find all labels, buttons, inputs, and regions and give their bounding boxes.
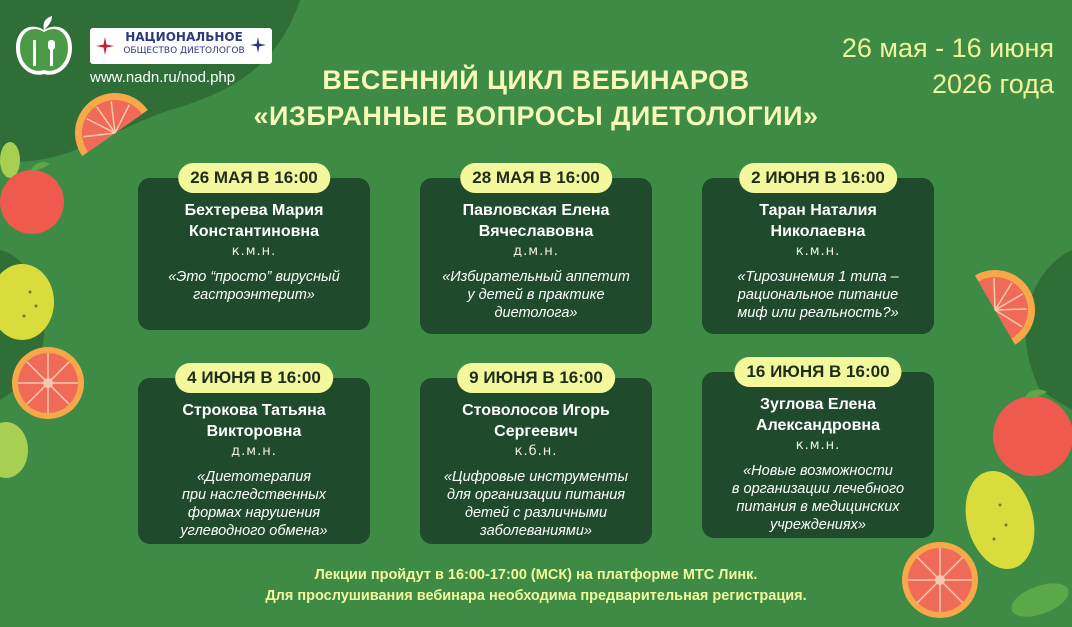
star-icon — [96, 37, 114, 55]
page-title — [0, 62, 1072, 134]
webinar-card — [420, 168, 652, 334]
brand-name-line2: ОБЩЕСТВО ДИЕТОЛОГОВ — [123, 46, 245, 56]
speaker-degree: к.б.н. — [514, 444, 558, 459]
grapefruit-round-icon — [10, 345, 86, 421]
webinar-topic: «Новые возможности в организации лечебного питания в медицинских учреждениях» — [731, 463, 905, 533]
webinar-date-badge: 2 ИЮНЯ В 16:00 — [739, 163, 897, 193]
speaker-degree: д.м.н. — [513, 244, 559, 259]
brand-name-line1: НАЦИОНАЛЬНОЕ — [125, 30, 243, 44]
webinar-date-badge: 16 ИЮНЯ В 16:00 — [734, 357, 901, 387]
webinar-date-badge: 9 ИЮНЯ В 16:00 — [457, 363, 615, 393]
webinar-date-badge: 26 МАЯ В 16:00 — [178, 163, 330, 193]
footer-registration: Для прослушивания вебинара необходима предварительная регистрация. — [265, 588, 807, 604]
title-line2: «ИЗБРАННЫЕ ВОПРОСЫ ДИЕТОЛОГИИ» — [253, 101, 819, 131]
grapefruit-slice-right-icon — [950, 265, 1040, 355]
speaker-name: Строкова Татьяна Викторовна — [182, 402, 326, 440]
lime-icon — [0, 420, 30, 480]
speaker-name: Зуглова Елена Александровна — [756, 396, 880, 434]
speaker-degree: к.м.н. — [231, 244, 277, 259]
webinar-topic: «Диетотерапия при наследственных формах нарушения углеводного обмена» — [180, 469, 328, 539]
footer-schedule: Лекции пройдут в 16:00-17:00 (МСК) на платформе МТС Линк. — [314, 567, 758, 583]
speaker-degree: к.м.н. — [795, 244, 841, 259]
webinar-card — [702, 362, 934, 538]
webinar-card — [138, 368, 370, 544]
webinar-card — [138, 168, 370, 330]
speaker-name: Павловская Елена Вячеславовна — [462, 202, 610, 240]
footer-note — [0, 565, 1072, 607]
webinar-topic: «Цифровые инструменты для организации питания детей с различными заболеваниями» — [443, 469, 629, 539]
speaker-degree: к.м.н. — [795, 438, 841, 453]
speaker-degree: д.м.н. — [231, 444, 277, 459]
webinar-topic: «Тирозинемия 1 типа – рациональное питание миф или реальность?» — [737, 269, 899, 321]
webinar-topic: «Это “просто” вирусный гастроэнтерит» — [168, 269, 340, 303]
logo-badge — [90, 28, 272, 64]
webinar-topic: «Избирательный аппетит у детей в практике диетолога» — [442, 269, 630, 321]
webinar-card — [420, 368, 652, 544]
star-icon — [250, 37, 266, 53]
date-range: 26 мая - 16 июня — [841, 33, 1054, 63]
speaker-name: Бехтерева Мария Константиновна — [184, 202, 324, 240]
red-apple-icon — [0, 160, 70, 240]
speaker-name: Таран Наталия Николаевна — [759, 202, 877, 240]
speaker-name: Стоволосов Игорь Сергеевич — [462, 402, 610, 440]
year: 2026 года — [931, 69, 1054, 99]
title-line1: ВЕСЕННИЙ ЦИКЛ ВЕБИНАРОВ — [322, 65, 750, 95]
webinar-date-badge: 4 ИЮНЯ В 16:00 — [175, 363, 333, 393]
lemon-icon — [0, 262, 60, 342]
webinar-date-badge: 28 МАЯ В 16:00 — [460, 163, 612, 193]
website-link[interactable]: www.nadn.ru/nod.php — [90, 69, 236, 86]
webinar-card — [702, 168, 934, 334]
